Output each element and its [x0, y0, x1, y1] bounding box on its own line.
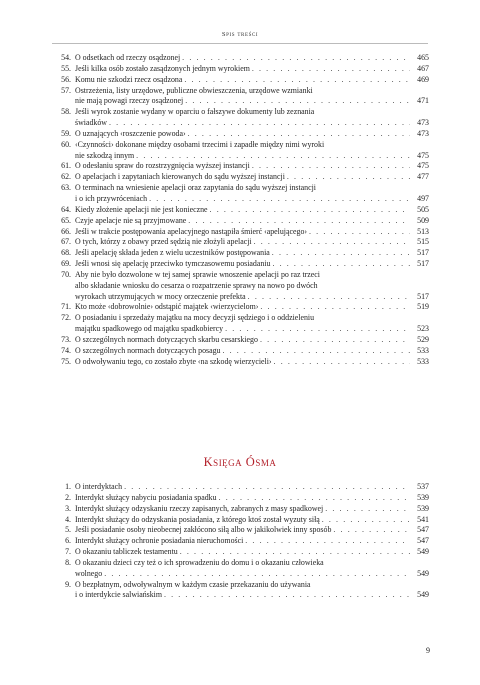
toc-entry-title: O terminach na wniesienie apelacji oraz zapytania do sądu wyższej instancji: [75, 183, 317, 193]
toc-entry-title: O uznających ‹roszczenie powoda›: [75, 128, 186, 138]
toc-entry: [52, 493, 429, 504]
toc-entry-page: 517: [417, 259, 429, 269]
toc-entry-number: 9.: [65, 579, 71, 589]
toc-entry: [52, 237, 429, 248]
toc-entry-page: 515: [417, 237, 429, 247]
dot-leader: [287, 172, 410, 183]
toc-entry: [52, 183, 429, 205]
toc-entry-page: 467: [417, 63, 429, 73]
toc-entry-page: 509: [417, 215, 429, 225]
toc-entry-title: Kto może ‹dobrowolnie› odstąpić majątek ‹wierzycielom›: [75, 302, 259, 312]
toc-entry-number: 63.: [61, 183, 71, 193]
toc-entry-title: O okazaniu tabliczek testamentu: [75, 547, 178, 557]
toc-entry-title: O tych, którzy z obawy przed sędzią nie złożyli apelacji: [75, 237, 252, 247]
toc-entry: [52, 482, 429, 493]
dot-leader: [245, 536, 410, 547]
dot-leader: [272, 248, 410, 259]
toc-list-book-seven: [52, 53, 429, 367]
toc-entry-number: 70.: [61, 269, 71, 279]
toc-entry: [52, 536, 429, 547]
toc-entry-title: nie mają powagi rzeczy osądzonej: [75, 96, 184, 106]
toc-entry: [52, 313, 429, 335]
toc-entry-page: 549: [417, 547, 429, 557]
toc-entry-title: ‹Czynności› dokonane między osobami trzecimi i zapadłe między nimi wyroki: [75, 139, 325, 149]
toc-entry-number: 69.: [61, 259, 71, 269]
toc-entry-number: 57.: [61, 85, 71, 95]
toc-entry: [52, 270, 429, 303]
toc-entry-number: 4.: [65, 514, 71, 524]
toc-entry-title: Kiedy złożenie apelacji nie jest konieczne: [75, 204, 208, 214]
toc-entry-title: Aby nie było dozwolone w tej samej sprawie wnoszenie apelacji po raz trzeci: [75, 269, 320, 279]
toc-entry: [52, 259, 429, 270]
toc-entry-number: 56.: [61, 74, 71, 84]
toc-entry-title: Interdykt służący odzyskaniu rzeczy zapisanych, zabranych z masy spadkowej: [75, 503, 324, 513]
toc-entry-page: 541: [417, 514, 429, 524]
book-heading: Księga Ósma: [203, 455, 277, 469]
dot-leader: [333, 525, 410, 536]
toc-entry-title: Ostrzeżenia, listy urzędowe, publiczne obwieszczenia, urzędowe wzmianki: [75, 85, 313, 95]
dot-leader: [219, 493, 410, 504]
page-number: 9: [426, 646, 430, 655]
toc-entry-title: Interdykt służący ochronie posiadania nieruchomości: [75, 536, 244, 546]
toc-entry: [52, 75, 429, 86]
toc-entry-title: Jeśli apelację składa jeden z wielu uczestników postępowania: [75, 248, 270, 258]
toc-entry-title: i o interdykcie salwiańskim: [75, 590, 162, 600]
toc-entry-page: 475: [417, 150, 429, 160]
dot-leader: [188, 129, 410, 140]
toc-entry-page: 547: [417, 536, 429, 546]
toc-entry-page: 475: [417, 161, 429, 171]
dot-leader: [104, 569, 410, 580]
dot-leader: [184, 75, 410, 86]
toc-entry-number: 3.: [65, 503, 71, 513]
toc-entry-number: 6.: [65, 536, 71, 546]
toc-entry-number: 61.: [61, 161, 71, 171]
running-head: Spis treści: [221, 31, 259, 38]
dot-leader: [272, 259, 410, 270]
toc-entry-number: 67.: [61, 237, 71, 247]
dot-leader: [124, 482, 410, 493]
toc-entry-page: 547: [417, 525, 429, 535]
toc-entry: [52, 161, 429, 172]
toc-entry: [52, 515, 429, 526]
toc-entry-title: Czyje apelacje nie są przyjmowane: [75, 215, 187, 225]
toc-entry-page: 505: [417, 204, 429, 214]
toc-entry: [52, 525, 429, 536]
toc-entry-number: 65.: [61, 215, 71, 225]
toc-entry-number: 64.: [61, 204, 71, 214]
toc-entry: [52, 107, 429, 129]
toc-entry-number: 1.: [65, 482, 71, 491]
dot-leader: [225, 324, 410, 335]
dot-leader: [260, 335, 410, 346]
toc-entry-page: 529: [417, 334, 429, 344]
dot-leader: [274, 357, 410, 368]
dot-leader: [252, 64, 410, 75]
toc-entry-title: Interdykt służący nabyciu posiadania spadku: [75, 492, 217, 502]
dot-leader: [185, 96, 410, 107]
toc-entry-title: O interdyktach: [75, 482, 123, 491]
toc-entry-page: 473: [417, 118, 429, 128]
toc-entry-number: 54.: [61, 53, 71, 62]
toc-entry: [52, 129, 429, 140]
toc-entry: [52, 580, 429, 602]
dot-leader: [149, 194, 410, 205]
toc-entry-page: 471: [417, 96, 429, 106]
toc-entry-page: 523: [417, 324, 429, 334]
toc-entry-title: Interdykt służący do odzyskania posiadania, z którego ktoś został wyzuty siłą: [75, 514, 320, 524]
toc-entry-number: 75.: [61, 356, 71, 366]
toc-entry: [52, 140, 429, 162]
toc-entry-number: 71.: [61, 302, 71, 312]
toc-entry-page: 539: [417, 503, 429, 513]
toc-entry: [52, 335, 429, 346]
toc-entry-title: O szczególnych normach dotyczących posagu: [75, 345, 221, 355]
toc-entry-title: O apelacjach i zapytaniach kierowanych do sądu wyższej instancji: [75, 172, 285, 182]
dot-leader: [109, 118, 410, 129]
toc-entry-title: Jeśli wnosi się apelację przeciwko tymczasowemu posiadaniu: [75, 259, 271, 269]
toc-entry-number: 2.: [65, 492, 71, 502]
toc-entry-page: 533: [417, 356, 429, 366]
dot-leader: [325, 504, 410, 515]
toc-entry-title: O odwoływaniu tego, co zostało zbyte ‹na szkodę wierzycieli›: [75, 356, 272, 366]
dot-leader: [210, 205, 410, 216]
toc-entry-page: 537: [417, 482, 429, 491]
toc-entry: [52, 227, 429, 238]
dot-leader: [180, 547, 410, 558]
toc-entry-page: 465: [417, 53, 429, 62]
dot-leader: [322, 515, 410, 526]
toc-entry-page: 497: [417, 193, 429, 203]
toc-entry-page: 533: [417, 345, 429, 355]
dot-leader: [182, 53, 410, 64]
toc-entry-title: O odsetkach od rzeczy osądzonej: [75, 53, 181, 62]
dot-leader: [188, 216, 410, 227]
toc-entry: [52, 205, 429, 216]
toc-entry-title: wyrokach utrzymujących w mocy orzeczenie prefekta: [75, 291, 246, 301]
toc-entry-page: 473: [417, 128, 429, 138]
toc-entry-title: wolnego: [75, 568, 103, 578]
toc-entry-page: 549: [417, 590, 429, 600]
dot-leader: [260, 302, 410, 313]
dot-leader: [136, 151, 410, 162]
header-rule: [52, 43, 428, 44]
toc-entry-number: 58.: [61, 107, 71, 117]
dot-leader: [248, 292, 410, 303]
toc-entry-page: 519: [417, 302, 429, 312]
toc-entry-page: 469: [417, 74, 429, 84]
toc-entry-title: Komu nie szkodzi rzecz osądzona: [75, 74, 183, 84]
dot-leader: [164, 590, 410, 601]
toc-entry-number: 60.: [61, 139, 71, 149]
dot-leader: [254, 237, 410, 248]
toc-entry-title: majątku spadkowego od majątku spadkobiercy: [75, 324, 224, 334]
toc-entry-number: 59.: [61, 128, 71, 138]
toc-entry-number: 73.: [61, 334, 71, 344]
toc-entry-number: 7.: [65, 547, 71, 557]
dot-leader: [252, 161, 410, 172]
toc-entry: [52, 53, 429, 64]
toc-entry-title: O odesłaniu spraw do rozstrzygnięcia wyższej instancji: [75, 161, 250, 171]
toc-entry-page: 517: [417, 291, 429, 301]
toc-entry: [52, 86, 429, 108]
toc-entry-title: Jeśli posiadanie osoby nieobecnej zakłócono siłą albo w jakikolwiek inny sposób: [75, 525, 332, 535]
toc-entry-title: świadków: [75, 118, 107, 128]
toc-entry-number: 72.: [61, 313, 71, 323]
toc-entry-title: Jeśli kilka osób zostało zasądzonych jednym wyrokiem: [75, 63, 250, 73]
toc-entry-title: O okazaniu dzieci czy też o ich sprowadzeniu do domu i o okazaniu człowieka: [75, 557, 324, 567]
toc-entry-title: O bezpłatnym, odwoływalnym w każdym czasie przekazaniu do używania: [75, 579, 311, 589]
toc-entry: [52, 357, 429, 368]
toc-entry-number: 68.: [61, 248, 71, 258]
toc-entry-page: 517: [417, 248, 429, 258]
toc-entry: [52, 64, 429, 75]
dot-leader: [222, 346, 410, 357]
toc-entry: [52, 558, 429, 580]
toc-entry-number: 5.: [65, 525, 71, 535]
toc-entry-page: 513: [417, 226, 429, 236]
toc-entry-title: O posiadaniu i sprzedaży majątku na mocy decyzji sędziego i o oddzieleniu: [75, 313, 315, 323]
toc-entry: [52, 248, 429, 259]
toc-entry-page: 549: [417, 568, 429, 578]
toc-entry: [52, 547, 429, 558]
toc-entry-number: 74.: [61, 345, 71, 355]
toc-entry-title: nie szkodzą innym: [75, 150, 135, 160]
toc-entry-title: Jeśli wyrok zostanie wydany w oparciu o fałszywe dokumenty lub zeznania: [75, 107, 315, 117]
toc-list-book-eight: [52, 482, 429, 601]
dot-leader: [309, 227, 410, 238]
toc-entry: [52, 302, 429, 313]
toc-entry-page: 477: [417, 172, 429, 182]
toc-entry-number: 66.: [61, 226, 71, 236]
toc-entry-title: Jeśli w trakcie postępowania apelacyjnego nastąpiła śmierć ‹apelującego›: [75, 226, 308, 236]
toc-entry: [52, 504, 429, 515]
toc-entry-number: 55.: [61, 63, 71, 73]
toc-entry: [52, 172, 429, 183]
toc-entry-page: 539: [417, 492, 429, 502]
toc-entry: [52, 216, 429, 227]
toc-entry-title: albo składanie wniosku do cesarza o rozpatrzenie sprawy na nowo po dwóch: [75, 280, 318, 290]
toc-entry-number: 62.: [61, 172, 71, 182]
toc-entry-number: 8.: [65, 557, 71, 567]
toc-entry-title: O szczególnych normach dotyczących skarbu cesarskiego: [75, 334, 258, 344]
toc-entry-title: i o ich przywróceniach: [75, 193, 148, 203]
toc-entry: [52, 346, 429, 357]
